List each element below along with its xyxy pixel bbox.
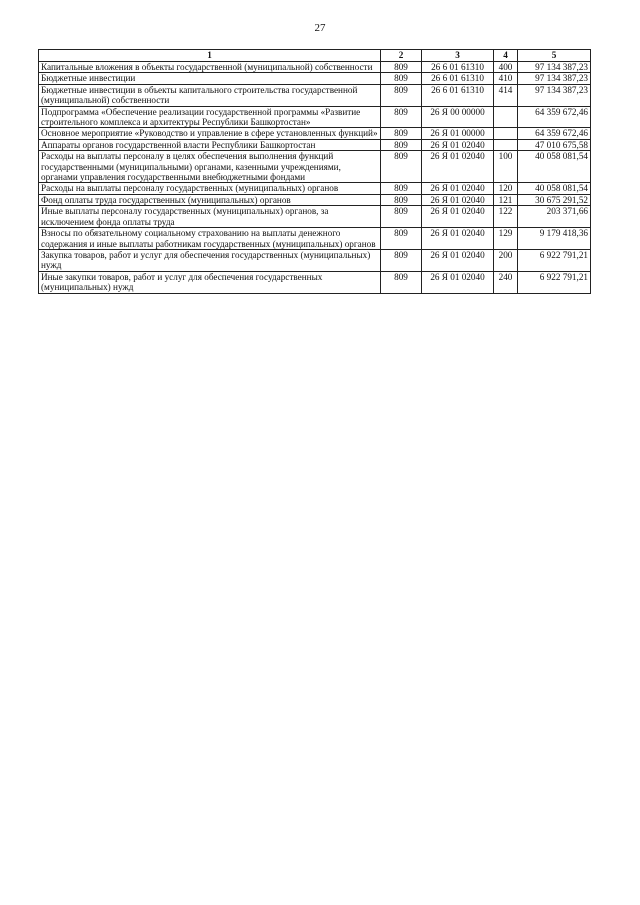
row-ved-cell: 809 [381,106,422,128]
row-sum-cell: 9 179 418,36 [518,228,591,250]
row-sum-cell: 47 010 675,58 [518,139,591,150]
table-row [39,151,591,183]
row-ved-cell: 809 [381,249,422,271]
row-name-cell: Бюджетные инвестиции в объекты капитального строительства государственной (муниципальной) собственности [39,84,381,106]
row-csr-cell: 26 Я 01 02040 [422,194,494,205]
row-csr-cell: 26 6 01 61310 [422,84,494,106]
row-ved-cell: 809 [381,128,422,139]
row-ved-cell: 809 [381,151,422,183]
row-name-cell: Взносы по обязательному социальному страхованию на выплаты денежного содержания и иные выплаты работникам государственных (муниципальных) органов [39,228,381,250]
table-row [39,228,591,250]
row-vr-cell: 400 [494,62,518,73]
row-csr-cell: 26 Я 01 02040 [422,139,494,150]
header-row [39,50,591,62]
row-sum-cell: 97 134 387,23 [518,84,591,106]
row-vr-cell: 129 [494,228,518,250]
row-vr-cell: 120 [494,183,518,194]
row-vr-cell: 100 [494,151,518,183]
table-row [39,194,591,205]
table-row [39,183,591,194]
row-ved-cell: 809 [381,271,422,293]
row-name-cell: Расходы на выплаты персоналу государственных (муниципальных) органов [39,183,381,194]
row-ved-cell: 809 [381,206,422,228]
table-row [39,73,591,84]
row-vr-cell: 121 [494,194,518,205]
row-vr-cell [494,139,518,150]
table-row [39,249,591,271]
page-number: 27 [314,22,326,34]
row-vr-cell: 414 [494,84,518,106]
row-name-cell: Расходы на выплаты персоналу в целях обеспечения выполнения функций государственными (муниципальными) органами, казенными учреждениями, органами управления государственными внебюджетными фондами [39,151,381,183]
row-sum-cell: 64 359 672,46 [518,128,591,139]
row-sum-cell: 203 371,66 [518,206,591,228]
row-ved-cell: 809 [381,183,422,194]
row-vr-cell: 200 [494,249,518,271]
table-row [39,106,591,128]
row-name-cell: Бюджетные инвестиции [39,73,381,84]
row-sum-cell: 97 134 387,23 [518,62,591,73]
row-sum-cell: 64 359 672,46 [518,106,591,128]
table-row [39,271,591,293]
row-csr-cell: 26 Я 01 02040 [422,151,494,183]
row-name-cell: Основное мероприятие «Руководство и управление в сфере установленных функций» [39,128,381,139]
row-name-cell: Аппараты органов государственной власти Республики Башкортостан [39,139,381,150]
row-csr-cell: 26 Я 01 00000 [422,128,494,139]
row-name-cell: Фонд оплаты труда государственных (муниципальных) органов [39,194,381,205]
row-csr-cell: 26 6 01 61310 [422,73,494,84]
table-row [39,206,591,228]
row-csr-cell: 26 Я 01 02040 [422,249,494,271]
row-ved-cell: 809 [381,84,422,106]
header-col-5: 5 [518,50,591,62]
table-row [39,128,591,139]
row-ved-cell: 809 [381,228,422,250]
row-sum-cell: 6 922 791,21 [518,271,591,293]
header-col-3: 3 [422,50,494,62]
budget-table [38,49,591,294]
row-name-cell: Иные выплаты персоналу государственных (муниципальных) органов, за исключением фонда оплаты труда [39,206,381,228]
table-body [39,62,591,294]
row-ved-cell: 809 [381,194,422,205]
row-ved-cell: 809 [381,73,422,84]
row-name-cell: Подпрограмма «Обеспечение реализации государственной программы «Развитие строительного комплекса и архитектуры Республики Башкортостан» [39,106,381,128]
row-vr-cell [494,106,518,128]
table-row [39,84,591,106]
row-sum-cell: 6 922 791,21 [518,249,591,271]
row-ved-cell: 809 [381,62,422,73]
header-col-2: 2 [381,50,422,62]
row-csr-cell: 26 Я 00 00000 [422,106,494,128]
row-sum-cell: 30 675 291,52 [518,194,591,205]
row-csr-cell: 26 Я 01 02040 [422,183,494,194]
header-col-1: 1 [39,50,381,62]
header-col-4: 4 [494,50,518,62]
row-csr-cell: 26 Я 01 02040 [422,271,494,293]
row-name-cell: Капитальные вложения в объекты государственной (муниципальной) собственности [39,62,381,73]
row-csr-cell: 26 Я 01 02040 [422,228,494,250]
row-vr-cell: 240 [494,271,518,293]
row-csr-cell: 26 6 01 61310 [422,62,494,73]
table-row [39,139,591,150]
row-sum-cell: 40 058 081,54 [518,183,591,194]
row-vr-cell: 122 [494,206,518,228]
row-csr-cell: 26 Я 01 02040 [422,206,494,228]
row-sum-cell: 97 134 387,23 [518,73,591,84]
table-header [39,50,591,62]
row-name-cell: Закупка товаров, работ и услуг для обеспечения государственных (муниципальных) нужд [39,249,381,271]
table-row [39,62,591,73]
row-vr-cell: 410 [494,73,518,84]
row-vr-cell [494,128,518,139]
row-name-cell: Иные закупки товаров, работ и услуг для обеспечения государственных (муниципальных) нужд [39,271,381,293]
row-sum-cell: 40 058 081,54 [518,151,591,183]
row-ved-cell: 809 [381,139,422,150]
